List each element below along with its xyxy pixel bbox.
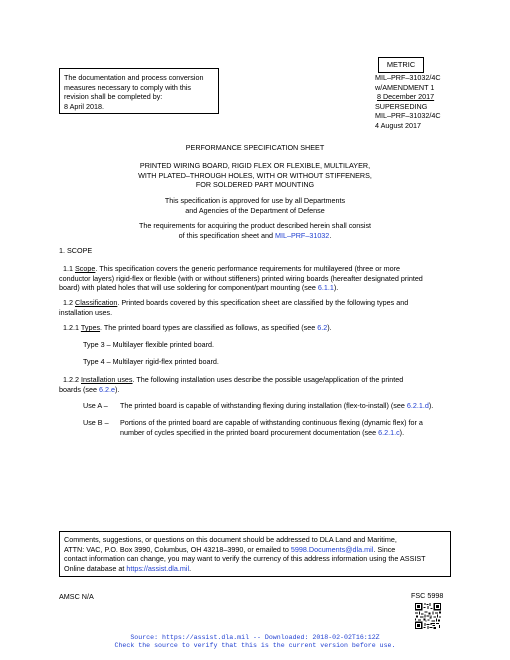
amendment: w/AMENDMENT 1 [375, 82, 435, 92]
notice-line: 8 April 2018. [64, 101, 104, 111]
comments-box [59, 531, 451, 577]
paragraph-line: boards (see 6.2.e). [59, 384, 120, 394]
spec-title-line: WITH PLATED–THROUGH HOLES, WITH OR WITHOUT STIFFENERS, [138, 170, 372, 180]
superseding-label: SUPERSEDING [375, 101, 428, 111]
spec-title-line: PRINTED WIRING BOARD, RIGID FLEX OR FLEXIBLE, MULTILAYER, [139, 161, 371, 170]
type-3-item: Type 3 – Multilayer flexible printed board. [83, 340, 215, 349]
paragraph-line: number of cycles specified in the printed board procurement documentation (see 6.2.1.c). [120, 427, 405, 437]
ref-6-2-1-d-link[interactable]: 6.2.1.d [406, 401, 429, 410]
requirements-line: of this specification sheet and MIL–PRF–31032. [178, 230, 332, 240]
approval-statement [60, 196, 450, 215]
qr-code-icon [415, 603, 441, 629]
superseded-date: 4 August 2017 [375, 120, 421, 130]
use-a-label: Use A – [83, 401, 108, 410]
scope-title: Scope [75, 264, 96, 273]
superseded-id: MIL–PRF–31032/4C [375, 111, 441, 120]
paragraph-1-1: 1.1 Scope. This specification covers the generic performance requirements for multilayered (three or more conductor layers) rigid-flex or flexible (with or without stiffeners) printed wiring boards (hereafter designated printed board) with plated holes that will use soldering for component/part mounting (see 6.1.1). [59, 264, 451, 293]
comments-line: ATTN: VAC, P.O. Box 3990, Columbus, OH 43218–3990, or emailed to 5998.Documents@dla.mil. Since [64, 544, 396, 554]
requirements-line: The requirements for acquiring the product described herein shall consist [138, 221, 372, 230]
source-footer [60, 634, 450, 650]
paragraph-line: installation uses. [59, 307, 113, 317]
installation-uses-title: Installation uses [80, 375, 133, 384]
source-line: Source: https://assist.dla.mil -- Downloaded: 2018-02-02T16:12Z [130, 634, 380, 641]
requirements-statement [60, 221, 450, 240]
comments-line: contact information can change, you may want to verify the currency of this address information using the ASSIST [64, 554, 426, 563]
verify-line: Check the source to verify that this is the current version before use. [114, 642, 396, 650]
metric-label: METRIC [378, 57, 424, 73]
doc-date: 8 December 2017 [377, 92, 435, 101]
use-b-text [120, 418, 452, 437]
paragraph-1-2: 1.2 Classification. Printed boards covered by this specification sheet are classified by the following types and installation uses. [59, 298, 451, 317]
conversion-notice-box [59, 68, 219, 114]
use-b-label: Use B – [83, 418, 109, 427]
doc-id: MIL–PRF–31032/4C [375, 73, 441, 82]
use-a-text: The printed board is capable of withstanding flexing during installation (flex-to-install) (see 6.2.1.d). [120, 401, 434, 410]
comments-line: Online database at https://assist.dla.mil. [64, 563, 192, 573]
types-title: Types [80, 323, 101, 332]
comments-line: Comments, suggestions, or questions on this document should be addressed to DLA Land and Maritime, [64, 535, 397, 544]
ref-6-2-link[interactable]: 6.2 [317, 323, 328, 332]
fsc-label: FSC 5998 [411, 591, 444, 600]
paragraph-1-2-2: 1.2.2 Installation uses. The following installation uses describe the possible usage/application of the printed boards (see 6.2.e). [59, 375, 451, 394]
ref-6-1-1-link[interactable]: 6.1.1 [317, 283, 334, 292]
paragraph-line: conductor layers) rigid-flex or flexible (with or without stiffeners) printed wiring boards (hereafter designated printed [59, 273, 423, 283]
sheet-title: PERFORMANCE SPECIFICATION SHEET [185, 143, 325, 152]
approval-line: and Agencies of the Department of Defense [185, 205, 325, 215]
paragraph-1-2-1: 1.2.1 Types. The printed board types are classified as follows, as specified (see 6.2). [63, 323, 332, 332]
document-identifiers [375, 73, 495, 130]
type-4-item: Type 4 – Multilayer rigid-flex printed board. [83, 357, 219, 366]
mil-prf-31032-link[interactable]: MIL–PRF–31032 [274, 230, 330, 240]
amsc-label: AMSC N/A [59, 592, 94, 601]
scope-heading: 1. SCOPE [59, 246, 93, 255]
spec-title [60, 161, 450, 190]
notice-line: measures necessary to comply with this [64, 82, 192, 92]
paragraph-line: Portions of the printed board are capable of withstanding continuous flexing (dynamic flex) for a [120, 418, 423, 427]
email-link[interactable]: 5998.Documents@dla.mil [290, 544, 374, 554]
ref-6-2-e-link[interactable]: 6.2.e [98, 384, 115, 394]
spec-title-line: FOR SOLDERED PART MOUNTING [195, 180, 315, 189]
paragraph-line: board) with plated holes that will use soldering for component/part mounting (see 6.1.1). [59, 283, 339, 292]
assist-link[interactable]: https://assist.dla.mil [126, 563, 190, 573]
approval-line: This specification is approved for use by all Departments [164, 196, 346, 205]
notice-line: revision shall be completed by: [64, 92, 163, 101]
notice-line: The documentation and process conversion [64, 73, 204, 82]
classification-title: Classification [75, 298, 118, 307]
ref-6-2-1-c-link[interactable]: 6.2.1.c [378, 427, 400, 437]
